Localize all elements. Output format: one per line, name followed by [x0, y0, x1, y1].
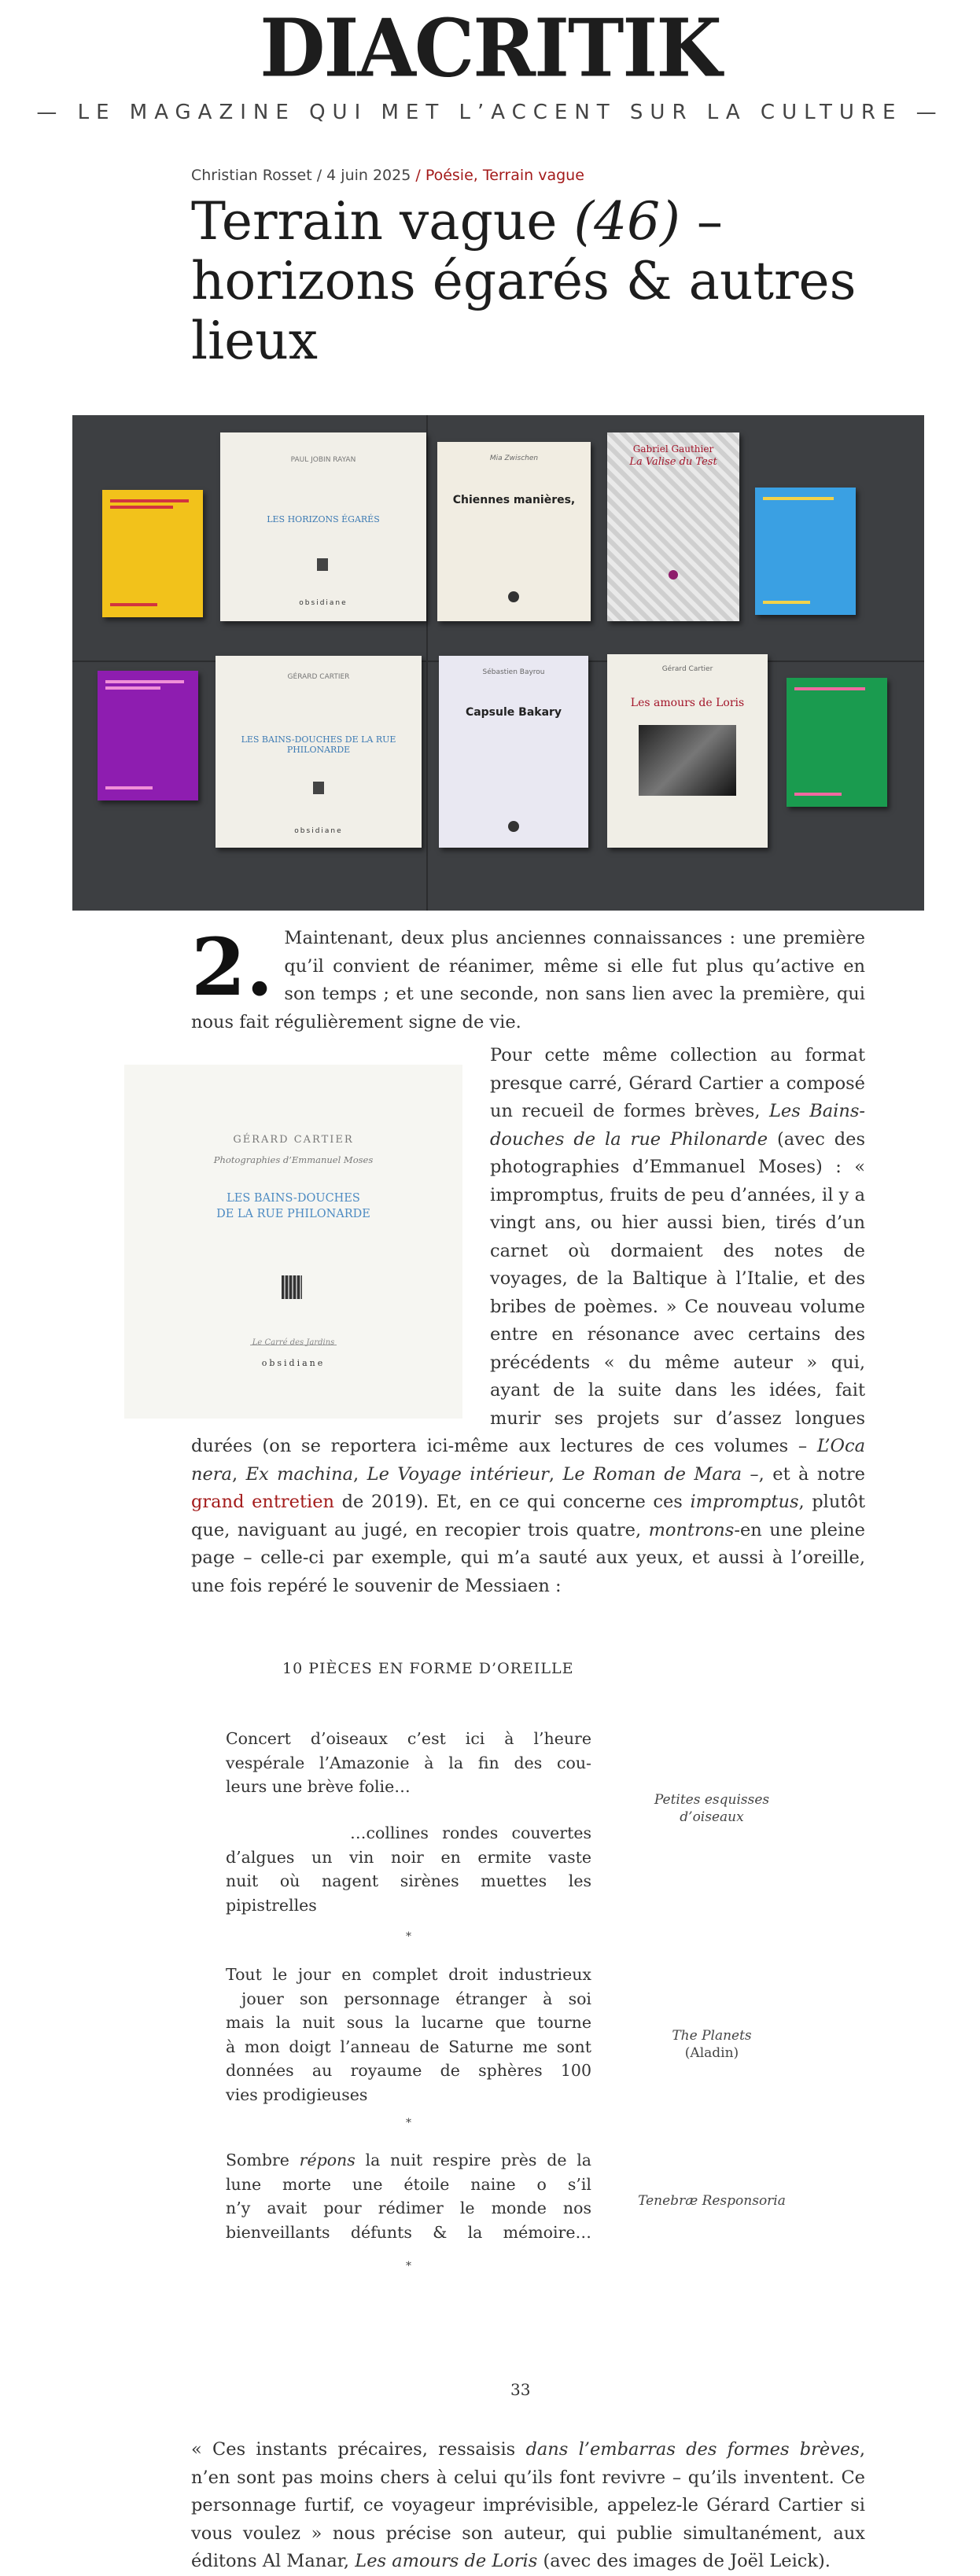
book-cover: [607, 432, 739, 621]
poem-line: pipistrelles: [226, 1895, 317, 1915]
meta-separator: /: [411, 167, 426, 184]
interview-link[interactable]: grand entretien: [191, 1492, 335, 1512]
book-title: LES HORIZONS ÉGARÉS: [267, 514, 380, 524]
book-author: Sébastien Bayrou: [482, 668, 545, 676]
book-cover: [216, 656, 422, 848]
margin-note-line: The Planets: [672, 2028, 752, 2044]
title-text: Terrain vague: [191, 191, 574, 252]
publisher-logo-icon: [508, 591, 519, 602]
poem-stanza: [226, 1963, 591, 2107]
poem-text: Sombre: [226, 2151, 300, 2169]
margin-note-line: (Aladin): [684, 2045, 739, 2061]
cover-title-line: DE LA RUE PHILONARDE: [216, 1208, 370, 1220]
title-text: – horizons égarés & autres lieux: [191, 191, 857, 371]
cover-title-line: LES BAINS-DOUCHES: [227, 1192, 360, 1205]
section-star: *: [406, 2260, 411, 2272]
book-cover: [437, 442, 591, 621]
section-star: *: [406, 1930, 411, 1943]
paragraph-text: , plutôt que, naviguant au jugé, en recopier trois quatre,: [191, 1492, 865, 1540]
poem-line: leurs une brève folie…: [226, 1777, 411, 1796]
italic-word: impromptus: [690, 1492, 799, 1512]
cover-text-line: [110, 603, 157, 606]
book-author: Mia Zwischen: [489, 454, 539, 462]
cover-text-line: [110, 499, 189, 502]
poem-line: n’y avait pour rédimer le monde nos: [226, 2199, 591, 2217]
cover-author: GÉRARD CARTIER: [233, 1134, 354, 1146]
poem-line: bienveillants défunts & la mémoire…: [226, 2222, 591, 2242]
category-links[interactable]: Poésie, Terrain vague: [425, 167, 584, 184]
poem-stanza: [226, 1727, 591, 1799]
margin-note: [613, 1791, 810, 1826]
book-author: GÉRARD CARTIER: [287, 673, 350, 681]
poem-header: 10 PIÈCES EN FORME D’OREILLE: [282, 1660, 574, 1677]
dropcap: 2.: [191, 921, 274, 1014]
book-title-italic: L’Oca nera: [191, 1436, 865, 1485]
book-publisher: obsidiane: [294, 827, 343, 835]
floor-joint: [426, 415, 428, 911]
poem-line: vies prodigieuses: [226, 2085, 368, 2104]
poem-text: la nuit respire près de la: [355, 2151, 592, 2169]
book-cover: [220, 432, 426, 621]
paragraph-text: , n’en sont pas moins chers à celui qu’ils font revivre – qu’ils inventent. Ce personnage furtif, ce voyageur imprévisible, appelez-le Gérard Cartier si vous voulez » nous précise son auteur, qui publie simultanément, aux éditons Al Manar,: [191, 2439, 865, 2571]
title-italic: (46): [573, 191, 680, 252]
poem-line: …collines rondes couvertes: [350, 1823, 591, 1842]
margin-note: Tenebræ Responsoria: [638, 2193, 786, 2209]
cover-publisher: obsidiane: [261, 1358, 326, 1368]
book-title-italic: Le Roman de Mara: [562, 1463, 742, 1485]
cover-text-line: [763, 497, 834, 500]
book-cover: [98, 671, 198, 800]
poem-line: mais la nuit sous la lucarne que tourne: [226, 2013, 591, 2032]
book-title: Les amours de Loris: [630, 697, 745, 709]
article-date: 4 juin 2025: [326, 167, 411, 184]
book-title: Chiennes manières,: [452, 494, 576, 506]
site-logo[interactable]: DIACRITIK: [260, 2, 720, 95]
paragraph-text: ,: [548, 1463, 563, 1485]
site-tagline: — LE MAGAZINE QUI MET L’ACCENT SUR LA CULTURE —: [36, 101, 944, 124]
poem-line: d’algues un vin noir en ermite vaste: [226, 1847, 591, 1867]
poem-line: lune morte une étoile naine o s’il: [226, 2174, 591, 2194]
poem-line: Concert d’oiseaux c’est ici à l’heure: [226, 1729, 591, 1748]
italic-quote: dans l’embarras des formes brèves: [525, 2439, 860, 2460]
paragraph-text: (avec des images de Joël Leick).: [537, 2551, 831, 2571]
poem-line: à mon doigt l’anneau de Saturne me sont: [226, 2037, 591, 2056]
paragraph-text: Maintenant, deux plus anciennes connaissances : une première qu’il convient de réanimer, même si elle fut plus qu’active en son temps ; et une seconde, non sans lien avec la première, qui nous fait régulièrement signe de vie.: [191, 928, 865, 1032]
cover-title: [124, 1190, 462, 1222]
margin-note-line: d’oiseaux: [680, 1809, 744, 1825]
poem-italic: répons: [299, 2151, 356, 2169]
book-cover: [787, 678, 887, 807]
paragraph-text: Pour cette même collection au format presque carré, Gérard Cartier a composé un recueil de formes brèves,: [490, 1045, 865, 1121]
masthead: [0, 0, 980, 124]
poem-line: données au royaume de sphères 100: [226, 2061, 591, 2080]
italic-word: montrons: [648, 1519, 735, 1540]
book-title-italic: Ex machina: [245, 1463, 354, 1485]
poem-line: vespérale l’Amazonie à la fin des cou-: [226, 1753, 591, 1772]
book-title: La Valise du Test: [629, 456, 717, 468]
book-author: Gabriel Gauthier: [632, 443, 714, 454]
cover-text-line: [794, 687, 865, 690]
hero-photo-books: [72, 415, 924, 911]
book-title-italic: Les amours de Loris: [355, 2551, 538, 2571]
book-author: PAUL JOBIN RAYAN: [290, 456, 356, 464]
book-author: Gérard Cartier: [661, 665, 713, 673]
poem-line: jouer son personnage étranger à soi: [241, 1989, 591, 2008]
poem-line: Tout le jour en complet droit industrieux: [226, 1965, 591, 1984]
cover-photo: [639, 725, 736, 796]
cover-text-line: [794, 793, 842, 796]
book-cover-bains-douches: [124, 1065, 462, 1419]
cover-subtitle: Photographies d’Emmanuel Moses: [213, 1154, 374, 1165]
paragraph-intro: [191, 921, 865, 1036]
section-star: *: [406, 2117, 411, 2129]
margin-note: [613, 2027, 810, 2062]
cover-text-line: [105, 680, 184, 683]
page-number: 33: [510, 2380, 531, 2399]
paragraph-collection: [191, 1042, 865, 1600]
paragraph-text: ,: [231, 1463, 246, 1485]
book-cover: [439, 656, 588, 848]
poem-stanza: [226, 1821, 591, 1917]
publisher-logo-icon: [282, 1275, 302, 1299]
poem-line: [226, 2148, 591, 2173]
publisher-logo-icon: [317, 558, 328, 571]
cover-text-line: [105, 786, 153, 789]
cover-collection: Le Carré des Jardins: [252, 1338, 335, 1347]
author-link[interactable]: Christian Rosset: [191, 167, 312, 184]
margin-note-line: Petites esquisses: [654, 1792, 770, 1808]
paragraph-text: « Ces instants précaires, ressaisis: [191, 2439, 526, 2460]
book-title-italic: Les Bains-douches de la rue Philonarde: [490, 1101, 865, 1150]
publisher-logo-icon: [669, 570, 678, 580]
paragraph-text: (avec des photographies d’Emmanuel Moses) : « impromptus, fruits de peu d’années, il y a vingt ans, ou hier aussi bien, tirés d’un carnet où dormaient des notes de voyages, de la Baltique à l’Italie, et des bribes de poèmes. » Ce nouveau volume entre en résonance avec certains des précédents « du même auteur » qui, ayant de la suite dans les idées, fait murir ses projets sur d’assez longues durées (on se reportera ici-même aux lectures de ces volumes –: [191, 1128, 866, 1456]
paragraph-text: -en une pleine page – celle-ci par exemple, qui m’a sauté aux yeux, et aussi à l’oreille, une fois repéré le souvenir de Messiaen :: [191, 1519, 865, 1596]
paragraph-text: ,: [353, 1463, 367, 1485]
paragraph-text: de 2019). Et, en ce qui concerne ces: [334, 1492, 691, 1512]
book-cover: [102, 490, 203, 617]
publisher-logo-icon: [313, 782, 324, 794]
book-title: LES BAINS-DOUCHES DE LA RUE PHILONARDE: [241, 734, 396, 755]
paragraph-closing: [191, 2436, 865, 2576]
book-cover: [607, 654, 768, 848]
poem-line: nuit où nagent sirènes muettes les: [226, 1871, 591, 1890]
article-meta: [191, 167, 865, 184]
book-title-italic: Le Voyage intérieur: [367, 1463, 549, 1485]
cover-text-line: [763, 601, 810, 604]
article-title: [191, 192, 865, 371]
poem-stanza: [226, 2148, 591, 2244]
publisher-logo-icon: [508, 821, 519, 832]
book-publisher: obsidiane: [299, 599, 348, 607]
book-cover: [755, 488, 856, 615]
paragraph-text: –, et à notre: [742, 1463, 866, 1485]
cover-text-line: [110, 506, 173, 509]
meta-separator: /: [311, 167, 327, 184]
book-title: Capsule Bakary: [465, 706, 562, 719]
cover-text-line: [105, 686, 160, 690]
